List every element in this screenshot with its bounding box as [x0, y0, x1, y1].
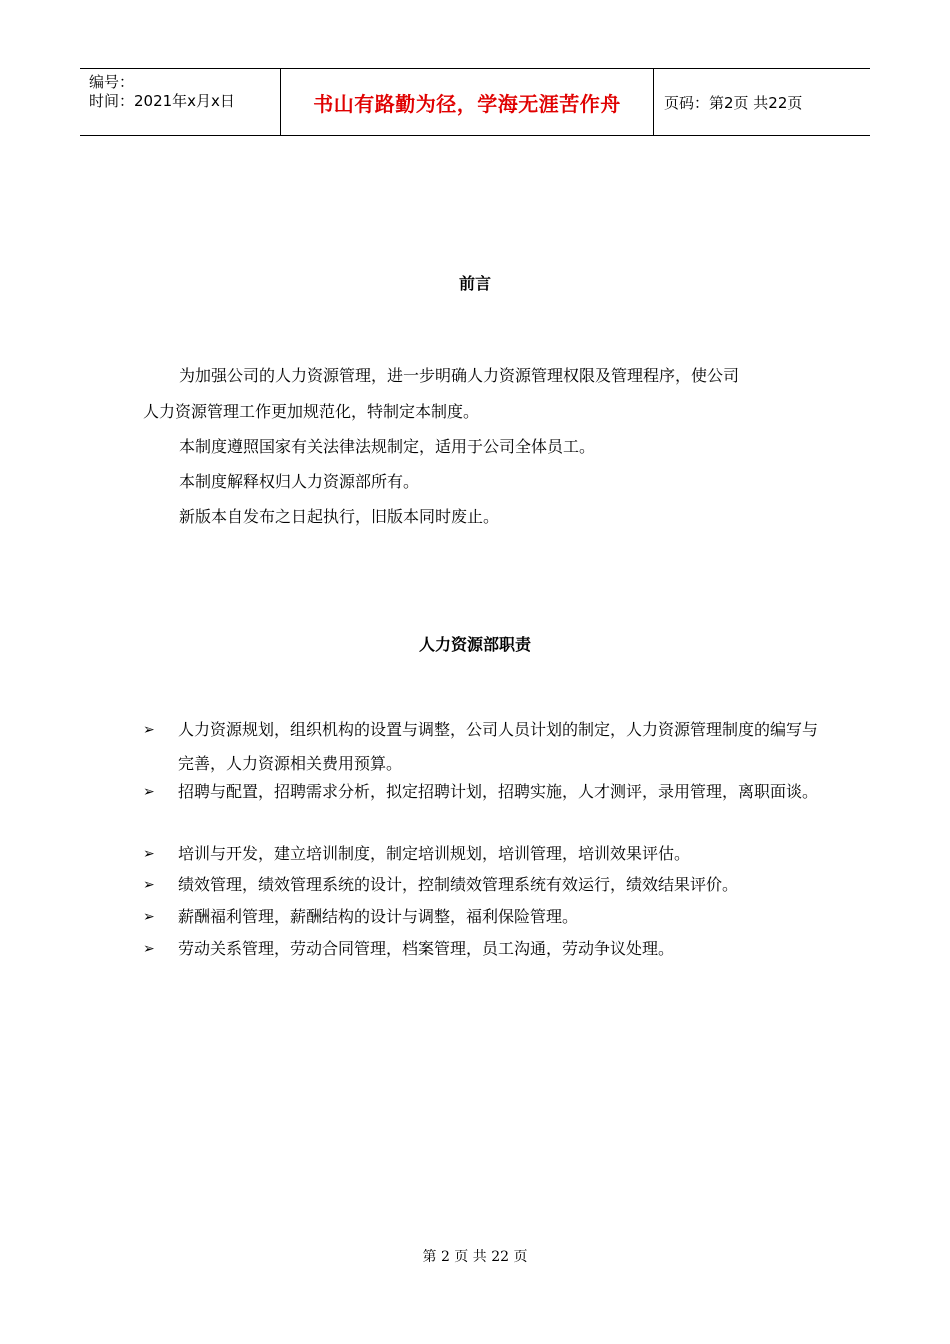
duty-text: 人力资源规划，组织机构的设置与调整，公司人员计划的制定，人力资源管理制度的编写与完善，人力资源相关费用预算。	[178, 720, 819, 773]
arrow-bullet-icon: ➢	[143, 877, 155, 893]
number-label: 编号：	[89, 73, 135, 91]
preface-paragraph-3: 本制度解释权归人力资源部所有。	[179, 472, 420, 491]
duty-text: 绩效管理，绩效管理系统的设计，控制绩效管理系统有效运行，绩效结果评价。	[178, 875, 739, 894]
preface-paragraph-1-line-2: 人力资源管理工作更加规范化，特制定本制度。	[143, 402, 480, 421]
arrow-bullet-icon: ➢	[143, 722, 155, 738]
arrow-bullet-icon: ➢	[143, 784, 155, 800]
time-label: 时间：2021年x月x日	[89, 92, 235, 110]
header-motto: 书山有路勤为径，学海无涯苦作舟	[281, 69, 654, 135]
header-meta-cell	[80, 69, 281, 135]
header-page-info: 页码：第2页 共22页	[664, 93, 803, 112]
duties-title: 人力资源部职责	[418, 635, 531, 654]
arrow-bullet-icon: ➢	[143, 846, 155, 862]
duty-text: 招聘与配置，招聘需求分析，拟定招聘计划，招聘实施，人才测评，录用管理，离职面谈。	[178, 782, 819, 801]
duty-text: 劳动关系管理，劳动合同管理，档案管理，员工沟通，劳动争议处理。	[178, 939, 675, 958]
arrow-bullet-icon: ➢	[143, 941, 155, 957]
page-footer: 第 2 页 共 22 页	[422, 1249, 528, 1265]
duty-text: 薪酬福利管理，薪酬结构的设计与调整，福利保险管理。	[178, 907, 579, 926]
document-header	[80, 68, 870, 136]
preface-paragraph-2: 本制度遵照国家有关法律法规制定，适用于公司全体员工。	[179, 437, 596, 456]
preface-paragraph-4: 新版本自发布之日起执行，旧版本同时废止。	[179, 507, 500, 526]
arrow-bullet-icon: ➢	[143, 909, 155, 925]
duty-text: 培训与开发，建立培训制度，制定培训规划，培训管理，培训效果评估。	[178, 844, 691, 863]
preface-paragraph-1-line-1: 为加强公司的人力资源管理，进一步明确人力资源管理权限及管理程序，使公司	[179, 366, 740, 385]
preface-title: 前言	[458, 274, 491, 293]
